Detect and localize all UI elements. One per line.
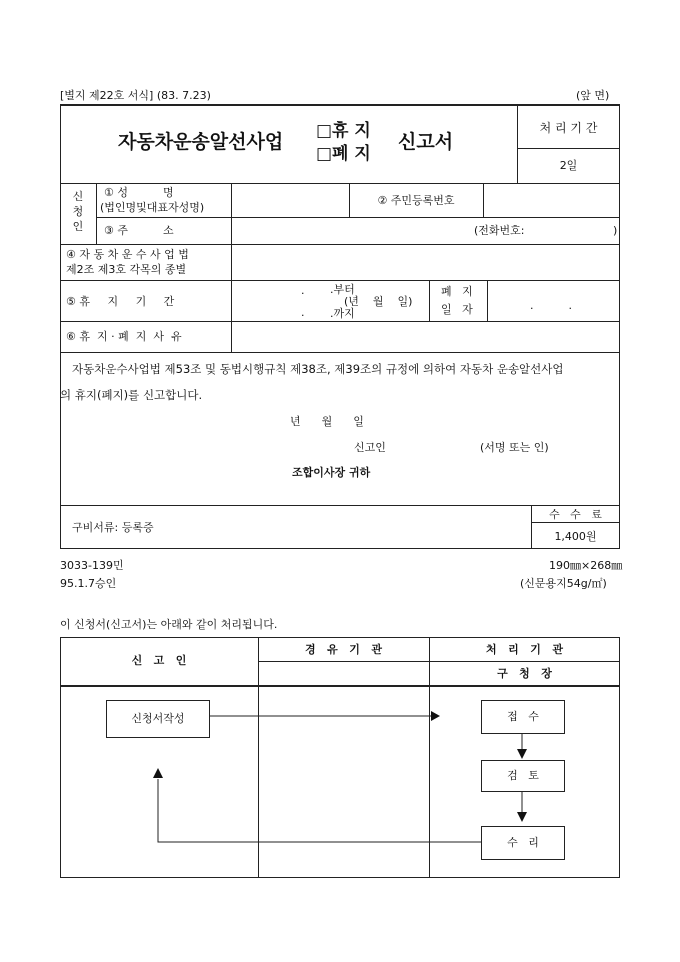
option-suspend[interactable]: □휴 지	[316, 121, 371, 141]
form-number: [별지 제22호 서식] (83. 7.23)	[60, 89, 211, 102]
col-reporter: 신 고 인	[131, 654, 187, 667]
fee-label: 수 수 료	[549, 508, 602, 521]
phone-label: (전화번호:	[474, 224, 525, 237]
name-label: ① 성 명	[104, 186, 174, 199]
paper-size: 190㎜×268㎜	[549, 559, 623, 572]
applicant-label: 신 청 인	[72, 190, 84, 233]
processing-period-value: 2일	[559, 159, 578, 172]
reporter-label: 신고인	[354, 441, 386, 454]
suspension-period-label: ⑤ 휴 지 기 간	[66, 295, 175, 308]
option-close[interactable]: □폐 지	[316, 144, 371, 164]
fee-value: 1,400원	[554, 530, 597, 543]
process-intro: 이 신청서(신고서)는 아래와 같이 처리됩니다.	[60, 618, 278, 631]
business-type-sublabel: 제2조 제3호 각목의 종별	[66, 263, 187, 276]
date-format-label: (년 월 일)	[344, 295, 413, 308]
paper-type: (신문용지54g/㎡)	[520, 577, 607, 590]
closure-date-label: 폐 지	[441, 285, 473, 298]
processing-period-label: 처 리 기 간	[539, 121, 598, 135]
to-label: .까지	[330, 307, 355, 320]
dot: .	[301, 284, 305, 297]
name-sublabel: (법인명및대표자성명)	[100, 201, 205, 214]
step-accept-label: 수 리	[507, 836, 539, 849]
business-type-label: ④ 자 동 차 운 수 사 업 법	[66, 248, 189, 261]
closure-date-label-2: 일 자	[441, 303, 473, 316]
col-via-agency: 경 유 기 관	[305, 643, 382, 656]
step-review-label: 검 토	[507, 769, 539, 782]
phone-close: )	[613, 224, 618, 237]
col-district-head: 구 청 장	[497, 667, 552, 680]
closure-date-field[interactable]: . .	[530, 299, 572, 312]
form-title-suffix: 신고서	[398, 131, 454, 153]
address-label: ③ 주 소	[104, 224, 174, 237]
date-line[interactable]: 년 월 일	[290, 415, 364, 428]
addressee: 조합이사장 귀하	[292, 466, 371, 479]
dot: .	[301, 306, 305, 319]
approval-date: 95.1.7승인	[60, 577, 117, 590]
signature-label[interactable]: (서명 또는 인)	[480, 441, 549, 454]
id-number-label: ② 주민등록번호	[377, 194, 455, 207]
form-title: 자동차운송알선사업	[118, 131, 284, 153]
step-receive-label: 접 수	[507, 710, 539, 723]
reason-label: ⑥ 휴 지 · 폐 지 사 유	[66, 330, 182, 343]
step-write-label: 신청서작성	[131, 712, 185, 725]
form-code: 3033-139민	[60, 559, 124, 572]
statement-line-1: 자동차운수사업법 제53조 및 동법시행규칙 제38조, 제39조의 규정에 의하여 자동차 운송알선사업	[72, 362, 564, 376]
statement-line-2: 의 휴지(폐지)를 신고합니다.	[60, 388, 203, 402]
from-label: .부터	[330, 283, 355, 296]
page-side: (앞 면)	[576, 89, 610, 102]
required-documents: 구비서류: 등록증	[72, 521, 154, 534]
col-processing-agency: 처 리 기 관	[486, 643, 563, 656]
